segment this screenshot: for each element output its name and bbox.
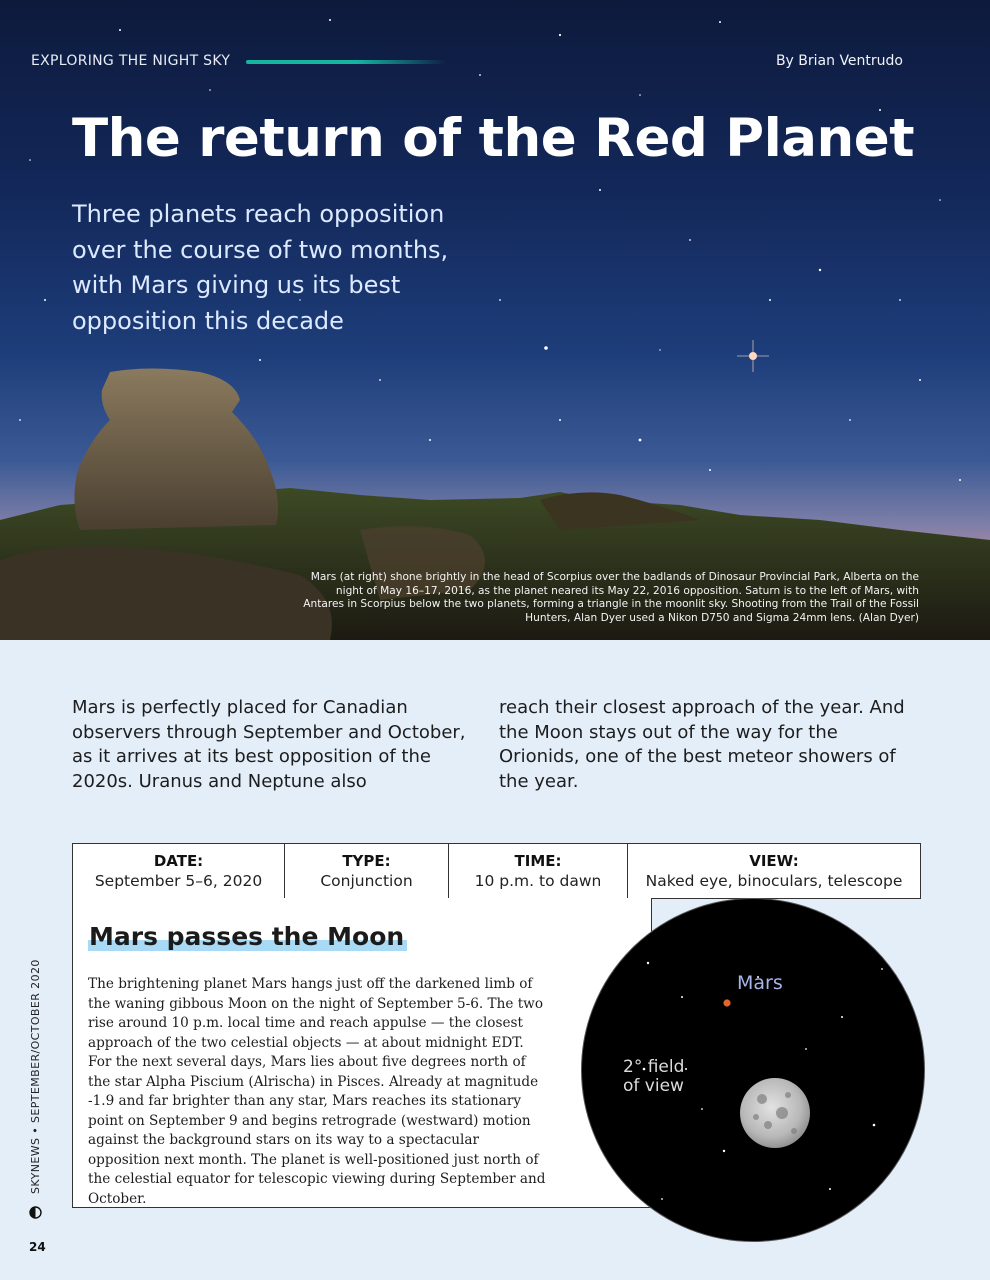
event-view-cell [628,844,920,898]
intro-column-left: Mars is perfectly placed for Canadian observers through September and October, as it arrives at its best opposition of the 2020s. Uranus and Neptune also [72,697,466,792]
article-deck: Three planets reach opposition over the course of two months, with Mars giving us its best opposition this decade [72,200,449,335]
half-moon-icon [29,1206,42,1219]
mars-dot [723,999,730,1006]
event-body-text: The brightening planet Mars hangs just off the darkened limb of the waning gibbous Moon on the night of September 5-6. The two rise around 10 p.m. local time and reach appulse — the closest approach of the two celestial objects — at about midnight EDT. For the next several days, Mars lies about five degrees north of the star Alpha Piscium (Alrischa) in Pisces. Already at magnitude -1.9 and far brighter than any star, Mars reaches its stationary point on September 9 and begins retrograde (westward) motion against the background stars on its way to a spectacular opposition next month. The planet is well-positioned just north of the celestial equator for telescopic viewing during September and October. [88,976,546,1207]
event-date-value: September 5–6, 2020 [94,871,263,890]
byline: By Brian Ventrudo [775,53,903,69]
event-type-value: Conjunction [320,871,413,890]
event-info-table [72,843,921,899]
intro-column-right: reach their closest approach of the year. And the Moon stays out of the way for the Orionids, one of the best meteor showers of the year. [499,697,905,792]
article-title: The return of the Red Planet [72,108,915,169]
event-title: Mars passes the Moon [88,922,407,951]
chart-label-fov-line2: of view [623,1076,684,1096]
chart-label-mars: Mars [737,972,783,994]
magazine-issue-label: SKYNEWS • SEPTEMBER/OCTOBER 2020 [29,959,42,1194]
event-time-cell [449,844,628,898]
event-date-cell [73,844,285,898]
event-time-key: TIME: [514,851,562,870]
chart-label-field-of-view [623,1058,684,1096]
section-kicker: EXPLORING THE NIGHT SKY [31,53,231,69]
event-type-cell [285,844,449,898]
page-number: 24 [29,1240,46,1254]
chart-label-fov-line1: 2° field [623,1057,685,1077]
event-time-value: 10 p.m. to dawn [474,871,602,890]
moon-icon [740,1078,810,1148]
event-view-value: Naked eye, binoculars, telescope [645,871,903,890]
photo-caption: Mars (at right) shone brightly in the head of Scorpius over the badlands of Dinosaur Provincial Park, Alberta on the night of May 16–17, 2016, as the planet neared its May 22, 2016 opposition. Saturn is to the left of Mars, with Antares in Scorpius below the two planets, forming a triangle in the moonlit sky. Shooting from the Trail of the Fossil Hunters, Alan Dyer used a Nikon D750 and Sigma 24mm lens. (Alan Dyer) [303,571,919,624]
event-type-key: TYPE: [342,851,391,870]
event-date-key: DATE: [153,851,204,870]
kicker-accent-line [246,60,446,64]
event-view-key: VIEW: [749,851,799,870]
